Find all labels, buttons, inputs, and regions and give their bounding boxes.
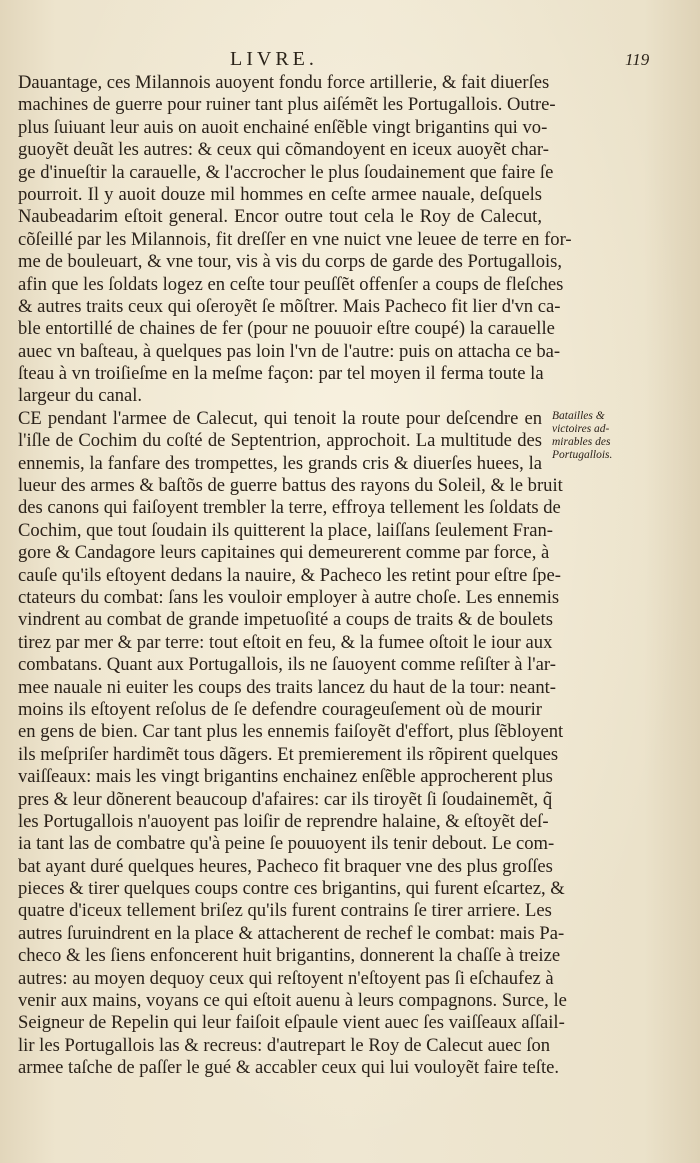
text-line: autres ſuruindrent en la place & attacherent de rechef le combat: mais Pa- <box>18 922 565 944</box>
text-line: combatans. Quant aux Portugallois, ils ne ſauoyent comme reſiſter à l'ar- <box>18 654 556 676</box>
text-line: CE pendant l'armee de Calecut, qui tenoit la route pour deſcendre en <box>18 407 542 429</box>
body-text <box>18 72 572 1080</box>
text-line: Naubeadarim eſtoit general. Encor outre tout cela le Roy de Calecut, <box>18 206 542 228</box>
text-line: pourroit. Il y auoit douze mil hommes en ceſte armee nauale, deſquels <box>18 183 542 205</box>
text-line: vindrent au combat de grande impetuoſité a coups de traits & de boulets <box>18 609 553 631</box>
text-line: gore & Candagore leurs capitaines qui demeurerent comme par force, à <box>18 542 550 564</box>
paragraph-2 <box>18 407 567 1080</box>
text-line: ia tant las de combatre qu'à peine ſe pouuoyent ils tenir debout. Le com- <box>18 833 555 855</box>
text-line: venir aux mains, voyans ce qui eſtoit auenu à leurs compagnons. Surce, le <box>18 990 567 1012</box>
text-line: pres & leur dõnerent beaucoup d'afaires: car ils tiroyẽt ſi ſoudainemẽt, q̃ <box>18 788 553 810</box>
marginal-note-line: mirables des <box>552 436 611 448</box>
text-line: quatre d'iceux tellement briſez qu'ils furent contrains ſe tirer arriere. Les <box>18 900 552 922</box>
text-line: en gens de bien. Car tant plus les ennemis faiſoyẽt d'effort, plus ſẽbloyent <box>18 721 564 743</box>
text-line: des canons qui faiſoyent trembler la terre, effroya tellement les ſoldats de <box>18 497 561 519</box>
text-line: lueur des armes & baſtõs de guerre battus des rayons du Soleil, & le bruit <box>18 475 563 497</box>
marginal-note <box>552 410 692 462</box>
text-line: moins ils eſtoyent reſolus de ſe defendre courageuſement où de mourir <box>18 698 542 720</box>
text-line: ge d'inueſtir la carauelle, & l'accrocher le plus ſoudainement que faire ſe <box>18 161 554 183</box>
text-line: ctateurs du combat: ſans les vouloir employer à autre choſe. Les ennemis <box>18 586 560 608</box>
paragraph-1 <box>18 72 572 408</box>
text-line: ennemis, la fanfare des trompettes, les grands cris & diuerſes huees, la <box>18 452 542 474</box>
text-line: tirez par mer & par terre: tout eſtoit en feu, & la fumee oſtoit le iour aux <box>18 631 553 653</box>
text-line: bat ayant duré quelques heures, Pacheco fit braquer vne des plus groſſes <box>18 855 553 877</box>
text-line: pieces & tirer quelques coups contre ces brigantins, qui furent eſcartez, & <box>18 878 565 900</box>
marginal-note-line: Batailles & <box>552 410 605 422</box>
text-line: afin que les ſoldats logez en ceſte tour peuſſẽt offenſer a coups de fleſches <box>18 273 564 295</box>
text-line: armee taſche de paſſer le gué & accabler ceux qui lui vouloyẽt faire teſte. <box>18 1057 560 1079</box>
page-number: 119 <box>625 50 650 69</box>
text-line: mee nauale ni euiter les coups des traits lancez du haut de la tour: neant- <box>18 676 556 698</box>
text-line: auec vn baſteau, à quelques pas loin l'vn de l'autre: puis on attacha ce ba- <box>18 340 561 362</box>
marginal-note-line: Portugallois. <box>552 449 613 461</box>
text-line: guoyẽt deuãt les autres: & ceux qui cõmandoyent en iceux auoyẽt char- <box>18 139 549 161</box>
text-line: lir les Portugallois las & recreus: d'autrepart le Roy de Calecut auec ſon <box>18 1034 551 1056</box>
page-header <box>0 48 700 72</box>
text-line: me de bouleuart, & vne tour, vis à vis du corps de garde des Portugallois, <box>18 251 563 273</box>
text-line: Dauantage, ces Milannois auoyent fondu force artillerie, & fait diuerſes <box>18 72 550 93</box>
text-line: les Portugallois n'auoyent pas loiſir de reprendre halaine, & eſtoyẽt deſ- <box>18 810 549 832</box>
text-line: Seigneur de Repelin qui leur faiſoit eſpaule vient auec ſes vaiſſeaux aſſail- <box>18 1012 565 1034</box>
text-line: machines de guerre pour ruiner tant plus aiſémẽt les Portugallois. Outre- <box>18 94 556 116</box>
marginal-note-line: victoires ad- <box>552 423 610 435</box>
text-line: cauſe qu'ils eſtoyent dedans la nauire, & Pacheco les retint pour eſtre ſpe- <box>18 564 561 586</box>
text-line: checo & les ſiens enfoncerent huit brigantins, donnerent la chaſſe à treize <box>18 945 561 967</box>
text-line: Cochim, que tout ſoudain ils quitterent la place, laiſſans ſeulement Fran- <box>18 519 553 541</box>
running-head: LIVRE. <box>230 48 318 70</box>
text-line: ſteau à vn troiſieſme en la meſme façon: par tel moyen il ferma toute la <box>18 363 544 385</box>
text-line: ils meſpriſer hardimẽt tous dãgers. Et premierement ils rõpirent quelques <box>18 743 559 765</box>
text-line: autres: au moyen dequoy ceux qui reſtoyent n'eſtoyent pas ſi eſchaufez à <box>18 967 554 989</box>
text-line: vaiſſeaux: mais les vingt brigantins enchainez enſẽble approcherent plus <box>18 766 553 788</box>
text-line: cõſeillé par les Milannois, fit dreſſer en vne nuict vne leuee de terre en for- <box>18 228 572 250</box>
text-line: l'iſle de Cochim du coſté de Septentrion, approchoit. La multitude des <box>18 430 542 452</box>
text-line: & autres traits ceux qui oſeroyẽt ſe mõſtrer. Mais Pacheco fit lier d'vn ca- <box>18 295 561 317</box>
text-line: largeur du canal. <box>18 385 143 407</box>
text-line: ble entortillé de chaines de fer (pour ne pouuoir eſtre coupé) la carauelle <box>18 318 555 340</box>
text-line: plus ſuiuant leur auis on auoit enchainé enſẽble vingt brigantins qui vo- <box>18 116 548 138</box>
